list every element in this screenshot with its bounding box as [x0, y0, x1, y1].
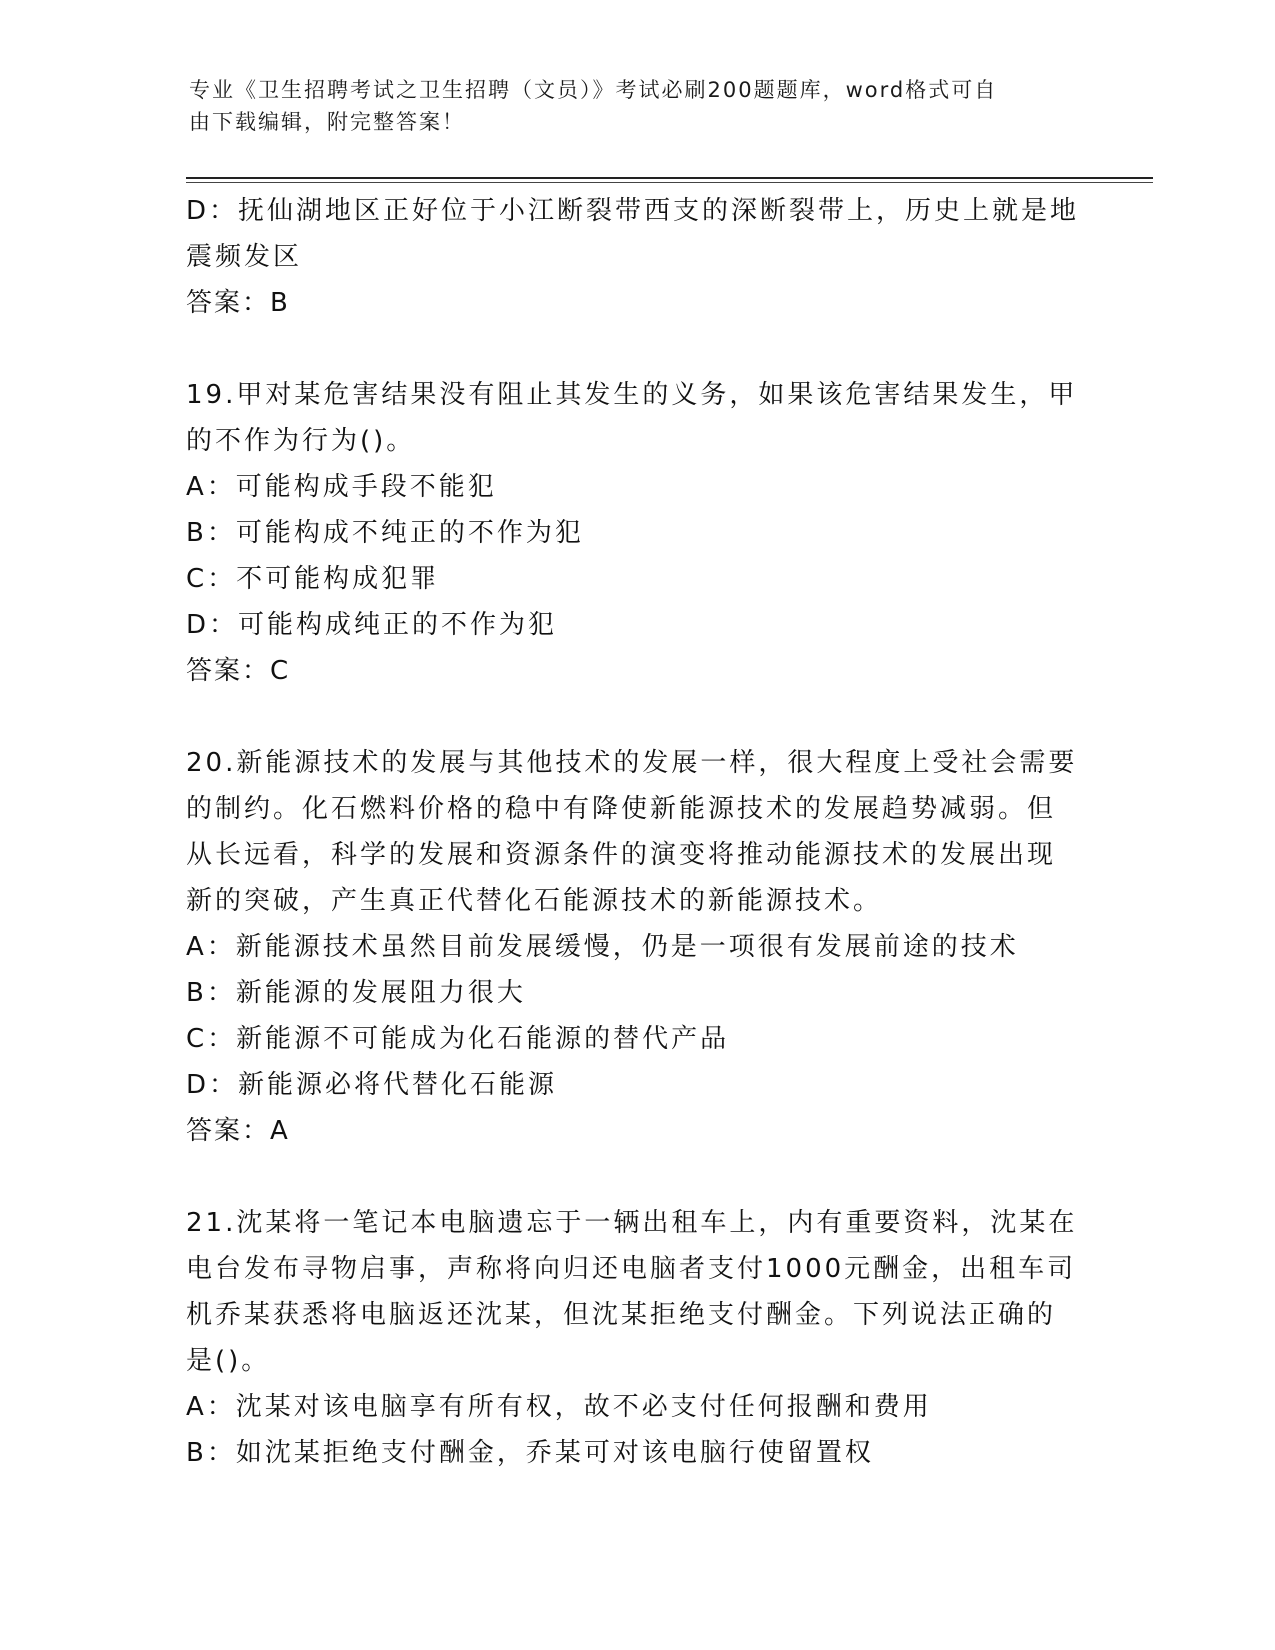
- document-header: [189, 74, 1069, 138]
- option-b: B：可能构成不纯正的不作为犯: [186, 518, 584, 548]
- question-18-tail: [186, 188, 1086, 326]
- question-text-line-1: 20.新能源技术的发展与其他技术的发展一样，很大程度上受社会需要: [186, 748, 1078, 778]
- question-text-line-4: 新的突破，产生真正代替化石能源技术的新能源技术。: [186, 886, 883, 916]
- option-b: B：新能源的发展阻力很大: [186, 978, 526, 1008]
- option-b: B：如沈某拒绝支付酬金，乔某可对该电脑行使留置权: [186, 1438, 874, 1468]
- option-d: D：新能源必将代替化石能源: [186, 1070, 558, 1100]
- option-d: D：可能构成纯正的不作为犯: [186, 610, 558, 640]
- question-text-line-1: 21.沈某将一笔记本电脑遗忘于一辆出租车上，内有重要资料，沈某在: [186, 1208, 1078, 1238]
- document-body: [186, 188, 1086, 1476]
- question-text-line-3: 从长远看，科学的发展和资源条件的演变将推动能源技术的发展出现: [186, 840, 1057, 870]
- answer: 答案：B: [186, 288, 290, 318]
- header-divider-thin: [186, 182, 1153, 183]
- option-d-continued: 震频发区: [186, 242, 303, 272]
- header-divider-thick: [186, 177, 1153, 179]
- question-text-line-2: 电台发布寻物启事，声称将向归还电脑者支付1000元酬金，出租车司: [186, 1254, 1077, 1284]
- question-text-line-3: 机乔某获悉将电脑返还沈某，但沈某拒绝支付酬金。下列说法正确的: [186, 1300, 1057, 1330]
- option-c: C：新能源不可能成为化石能源的替代产品: [186, 1024, 730, 1054]
- option-d: D：抚仙湖地区正好位于小江断裂带西支的深断裂带上，历史上就是地: [186, 196, 1080, 226]
- header-line-1: 专业《卫生招聘考试之卫生招聘（文员）》考试必刷200题题库，word格式可自: [189, 78, 998, 102]
- answer: 答案：C: [186, 656, 291, 686]
- question-text-line-1: 19.甲对某危害结果没有阻止其发生的义务，如果该危害结果发生，甲: [186, 380, 1078, 410]
- option-c: C：不可能构成犯罪: [186, 564, 440, 594]
- question-19: [186, 372, 1086, 694]
- header-line-2: 由下载编辑，附完整答案！: [189, 110, 465, 134]
- question-text-line-4: 是()。: [186, 1346, 271, 1376]
- option-a: A：新能源技术虽然目前发展缓慢，仍是一项很有发展前途的技术: [186, 932, 1019, 962]
- question-20: [186, 740, 1086, 1154]
- question-21: [186, 1200, 1086, 1476]
- option-a: A：可能构成手段不能犯: [186, 472, 497, 502]
- answer: 答案：A: [186, 1116, 290, 1146]
- question-text-line-2: 的不作为行为()。: [186, 426, 416, 456]
- question-text-line-2: 的制约。化石燃料价格的稳中有降使新能源技术的发展趋势减弱。但: [186, 794, 1057, 824]
- option-a: A：沈某对该电脑享有所有权，故不必支付任何报酬和费用: [186, 1392, 932, 1422]
